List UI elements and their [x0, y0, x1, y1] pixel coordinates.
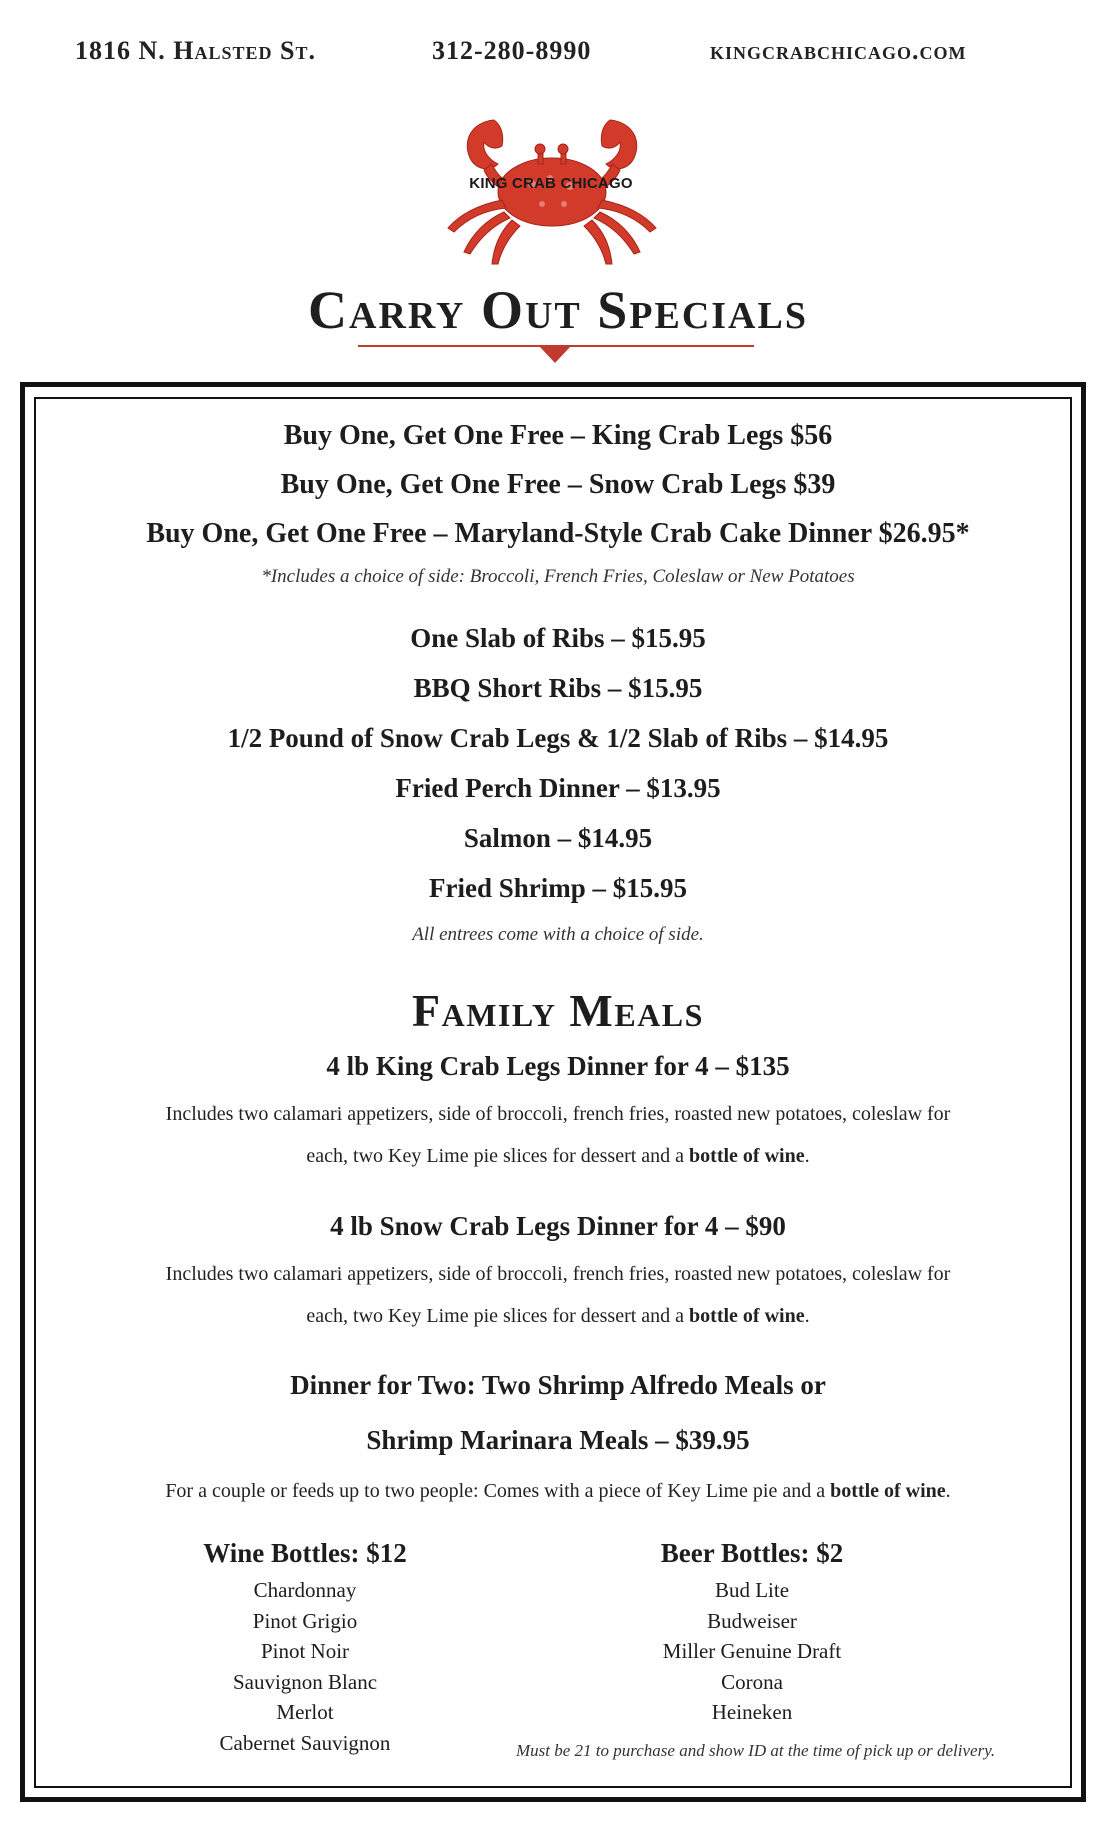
wine-item: Pinot Grigio — [252, 1608, 358, 1633]
entree-item: BBQ Short Ribs – $15.95 — [413, 673, 703, 703]
entree-item: One Slab of Ribs – $15.95 — [410, 623, 706, 653]
wine-item: Pinot Noir — [260, 1639, 350, 1663]
bottle-of-wine-text: bottle of wine — [830, 1480, 946, 1502]
family-meal-title: Shrimp Marinara Meals – $39.95 — [366, 1425, 750, 1455]
entrees-side-note: All entrees come with a choice of side. — [412, 924, 704, 945]
bogo-side-note: *Includes a choice of side: Broccoli, French Fries, Coleslaw or New Potatoes — [261, 566, 855, 587]
beer-item: Heineken — [711, 1700, 793, 1724]
logo-text: KING CRAB CHICAGO — [469, 175, 633, 192]
wine-item: Sauvignon Blanc — [232, 1669, 378, 1694]
beer-item: Budweiser — [707, 1608, 797, 1633]
family-meals-heading: Family Meals — [412, 985, 704, 1036]
bogo-special: Buy One, Get One Free – Snow Crab Legs $39 — [280, 469, 836, 500]
beer-item: Bud Lite — [714, 1578, 790, 1602]
beer-heading: Beer Bottles: $2 — [660, 1538, 844, 1568]
website-link[interactable]: kingcrabchicago.com — [710, 36, 967, 65]
phone-number[interactable]: 312-280-8990 — [432, 36, 592, 65]
wine-list — [185, 1538, 425, 1758]
entree-item: Salmon – $14.95 — [463, 823, 653, 853]
address: 1816 N. Halsted St. — [75, 36, 316, 65]
entree-item: Fried Perch Dinner – $13.95 — [395, 773, 721, 803]
wine-item: Cabernet Sauvignon — [219, 1730, 391, 1755]
entree-item: 1/2 Pound of Snow Crab Legs & 1/2 Slab of Ribs – $14.95 — [227, 723, 889, 753]
family-meal-description: Includes two calamari appetizers, side of broccoli, french fries, roasted new potatoes, coleslaw for — [165, 1103, 951, 1125]
wine-item: Chardonnay — [253, 1578, 357, 1602]
bogo-special: Buy One, Get One Free – King Crab Legs $56 — [283, 420, 833, 451]
bottle-of-wine-text: bottle of wine — [689, 1305, 805, 1327]
title-pointer-icon — [540, 347, 570, 363]
family-meal-title: 4 lb Snow Crab Legs Dinner for 4 – $90 — [330, 1211, 786, 1241]
family-meal-description: each, two Key Lime pie slices for dessert and a bottle of wine. — [306, 1145, 810, 1167]
family-meal-title: Dinner for Two: Two Shrimp Alfredo Meals or — [290, 1370, 826, 1400]
bottle-of-wine-text: bottle of wine — [689, 1145, 805, 1167]
family-meal-description: For a couple or feeds up to two people: Comes with a piece of Key Lime pie and a bottle of wine. — [165, 1480, 951, 1502]
beer-item: Miller Genuine Draft — [662, 1639, 842, 1663]
page-title: Carry Out Specials — [308, 280, 808, 340]
age-requirement-note: Must be 21 to purchase and show ID at the time of pick up or delivery. — [516, 1741, 996, 1760]
wine-item: Merlot — [276, 1700, 334, 1724]
family-meal-title: 4 lb King Crab Legs Dinner for 4 – $135 — [326, 1051, 790, 1081]
family-meal-description: each, two Key Lime pie slices for dessert and a bottle of wine. — [306, 1305, 810, 1327]
header-bar — [0, 36, 1116, 72]
entree-item: Fried Shrimp – $15.95 — [428, 873, 687, 903]
bogo-special: Buy One, Get One Free – Maryland-Style Crab Cake Dinner $26.95* — [146, 518, 970, 549]
beer-item: Corona — [721, 1669, 783, 1694]
family-meal-description: Includes two calamari appetizers, side of broccoli, french fries, roasted new potatoes, coleslaw for — [165, 1263, 951, 1285]
beer-list — [632, 1538, 872, 1728]
wine-heading: Wine Bottles: $12 — [203, 1538, 407, 1568]
